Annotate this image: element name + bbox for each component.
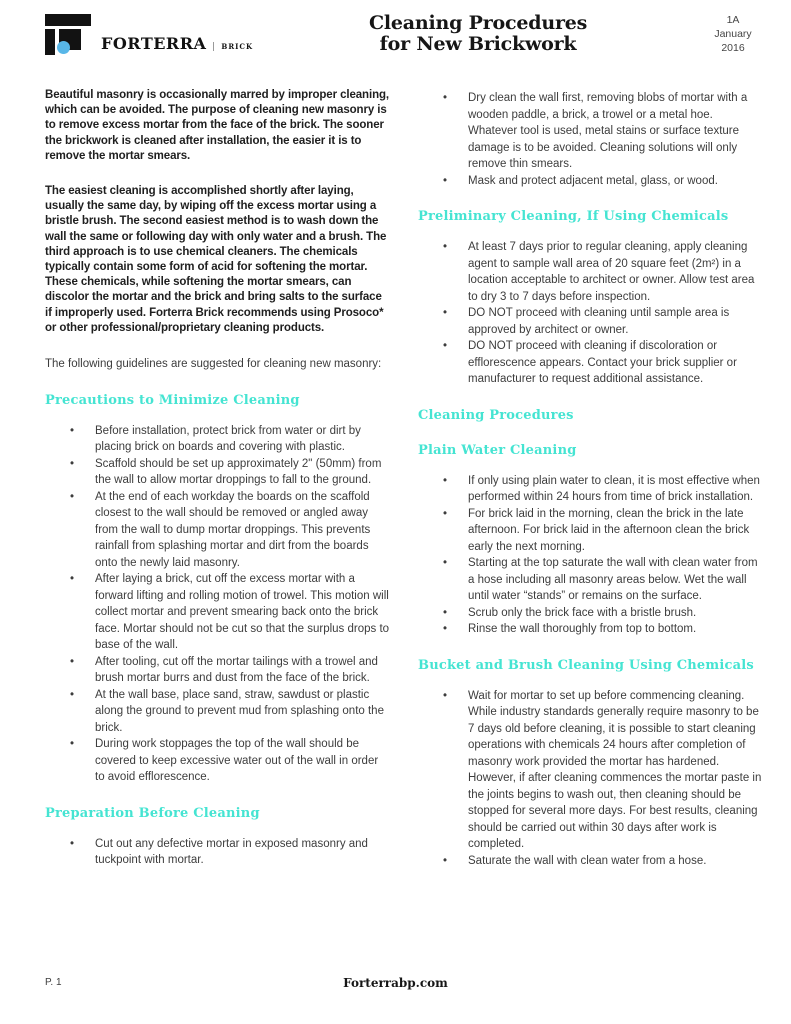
- section-heading: Precautions to Minimize Cleaning: [45, 392, 300, 408]
- paragraph: The following guidelines are suggested for cleaning new masonry:: [45, 358, 382, 371]
- bullet-item: • DO NOT proceed with cleaning if discoloration or efflorescence appears. Contact your brick supplier or manufacturer to request additional assistance.: [418, 338, 763, 388]
- bullet-item: • At the wall base, place sand, straw, sawdust or plastic along the ground to prevent mud from splashing onto the brick.: [45, 687, 390, 737]
- brand-subname: BRICK: [213, 42, 253, 51]
- brand-name: FORTERRA: [101, 33, 207, 53]
- bullet-item: • Scaffold should be set up approximately 2" (50mm) from the wall to allow mortar droppings to fall to the ground.: [45, 456, 390, 489]
- logo-dot-icon: [57, 41, 70, 54]
- section-heading: Cleaning Procedures: [418, 407, 574, 423]
- bullet-item: • At the end of each workday the boards on the scaffold closest to the wall should be removed or angled away from the wall to dump mortar droppings. This prevents rainfall from splashing mortar and dirt from the boards onto the newly laid masonry.: [45, 489, 390, 572]
- document-title-line1: Cleaning Procedures: [368, 12, 588, 34]
- bullet-item: • Cut out any defective mortar in exposed masonry and tuckpoint with mortar.: [45, 836, 390, 869]
- document-title: [369, 13, 587, 55]
- page-number: P. 1: [45, 977, 62, 988]
- bullet-item: • Rinse the wall thoroughly from top to bottom.: [418, 621, 763, 638]
- intro-paragraph: The easiest cleaning is accomplished shortly after laying, usually the same day, by wiping off the excess mortar using a bristle brush. The second easiest method is to wash down the wall the same or following day with only water and a brush. The third approach is to use chemical cleaners. The chemicals typically contain some form of acid for softening the mortar. These chemicals, while softening the mortar smears, can discolor the mortar and the brick and bring salts to the surface if improperly used. Forterra Brick recommends using Prosoco* or other professional/proprietary cleaning products.: [45, 185, 387, 334]
- left-bullet-list-4: [45, 423, 390, 786]
- section-heading: Preparation Before Cleaning: [45, 805, 260, 821]
- page-header: [45, 10, 763, 70]
- bullet-item: • During work stoppages the top of the wall should be covered to keep excessive water out of the wall in order to avoid efflorescence.: [45, 736, 390, 786]
- bullet-item: • Mask and protect adjacent metal, glass, or wood.: [418, 173, 763, 190]
- bullet-item: • After laying a brick, cut off the excess mortar with a forward lifting and rolling motion of trowel. This motion will collect mortar and prevent smearing back onto the brick face. Mortar should not be cut so that the surplus drops to base of the wall.: [45, 571, 390, 654]
- bullet-item: • At least 7 days prior to regular cleaning, apply cleaning agent to sample wall area of 20 square feet (2m²) in a location acceptable to architect or owner. Allow test area to dry 3 to 7 days before inspection.: [418, 239, 763, 305]
- doc-ref-code: 1A: [726, 14, 740, 26]
- logo-block-top: [45, 14, 91, 26]
- left-column: [45, 88, 390, 875]
- section-heading: Bucket and Brush Cleaning Using Chemicals: [418, 657, 754, 673]
- bullet-item: • Starting at the top saturate the wall with clean water from a hose including all masonry areas below. Wet the wall until water “stands” or remains on the surface.: [418, 555, 763, 605]
- bullet-item: • Before installation, protect brick from water or dirt by placing brick on boards and covering with plastic.: [45, 423, 390, 456]
- intro-paragraph: Beautiful masonry is occasionally marred by improper cleaning, which can be avoided. The purpose of cleaning new masonry is to remove excess mortar from the face of the brick. The sooner the brickwork is cleaned after installation, the easier it is to remove the mortar smears.: [45, 89, 390, 162]
- bullet-item: • After tooling, cut off the mortar tailings with a trowel and brush mortar burrs and dust from the face of the brick.: [45, 654, 390, 687]
- forterra-logo-icon: [45, 14, 91, 56]
- right-bullet-list-2: [418, 239, 763, 388]
- bullet-item: • For brick laid in the morning, clean the brick in the late afternoon. For brick laid in the afternoon clean the brick early the next morning.: [418, 506, 763, 556]
- document-body: [45, 88, 763, 875]
- bullet-item: • If only using plain water to clean, it is most effective when performed within 24 hours from time of brick installation.: [418, 473, 763, 506]
- right-column: [418, 88, 763, 875]
- document-title-line2: for New Brickwork: [379, 33, 577, 55]
- right-bullet-list-7: [418, 688, 763, 870]
- bullet-item: • Scrub only the brick face with a bristle brush.: [418, 605, 763, 622]
- logo-block-left: [45, 29, 55, 55]
- doc-ref-month: January: [714, 28, 752, 40]
- bullet-item: • Wait for mortar to set up before commencing cleaning. While industry standards generally require masonry to be 7 days old before cleaning, it is possible to start cleaning operations with chemicals 24 hours after completion of masonry work provided the mortar has hardened. However, if after cleaning commences the mortar paste in the joints begins to wash out, then cleaning should be stopped for several more days. For best results, cleaning should be carried out within 30 days after work is completed.: [418, 688, 763, 853]
- left-bullet-list-6: [45, 836, 390, 869]
- bullet-item: • Saturate the wall with clean water from a hose.: [418, 853, 763, 870]
- bullet-item: • DO NOT proceed with cleaning until sample area is approved by architect or owner.: [418, 305, 763, 338]
- right-bullet-list-0: [418, 90, 763, 189]
- footer-website: Forterrabp.com: [343, 976, 448, 990]
- section-heading: Preliminary Cleaning, If Using Chemicals: [418, 209, 729, 224]
- bullet-item: • Dry clean the wall first, removing blobs of mortar with a wooden paddle, a brick, a trowel or a metal hoe. Whatever tool is used, metal stains or surface texture damage is to be avoided. Cleaning solutions will only remove thin smears.: [418, 90, 763, 173]
- doc-ref-year: 2016: [721, 42, 745, 54]
- forterra-logo: [45, 14, 253, 56]
- right-bullet-list-5: [418, 473, 763, 638]
- logo-text: [101, 34, 253, 53]
- document-reference: [703, 13, 763, 55]
- section-heading: Plain Water Cleaning: [418, 442, 577, 458]
